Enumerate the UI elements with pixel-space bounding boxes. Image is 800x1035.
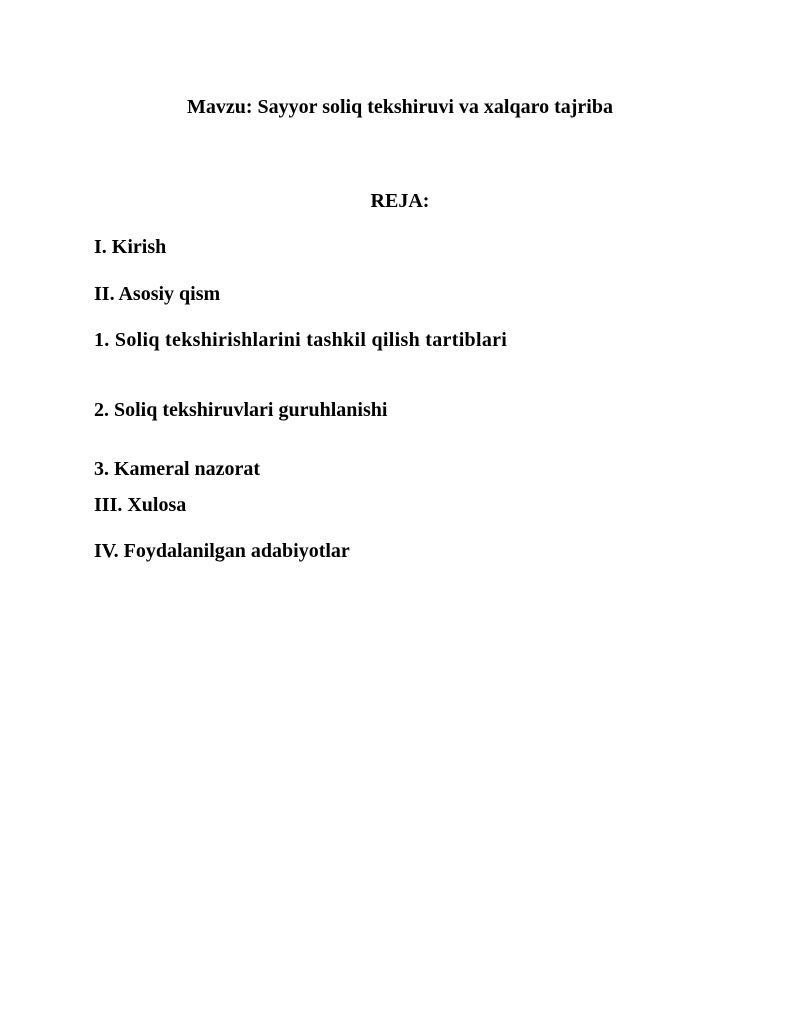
plan-item-references: IV. Foydalanilgan adabiyotlar xyxy=(94,540,350,562)
plan-item-audit-grouping: 2. Soliq tekshiruvlari guruhlanishi xyxy=(94,399,388,421)
plan-item-desk-control: 3. Kameral nazorat xyxy=(94,458,261,480)
plan-item-introduction: I. Kirish xyxy=(94,236,167,258)
plan-item-main-part: II. Asosiy qism xyxy=(94,283,221,305)
plan-item-audit-organization: 1. Soliq tekshirishlarini tashkil qilish tartiblari xyxy=(94,329,508,351)
plan-heading: REJA: xyxy=(370,190,430,212)
document-title: Mavzu: Sayyor soliq tekshiruvi va xalqaro tajriba xyxy=(187,96,613,118)
plan-item-conclusion: III. Xulosa xyxy=(94,494,187,516)
